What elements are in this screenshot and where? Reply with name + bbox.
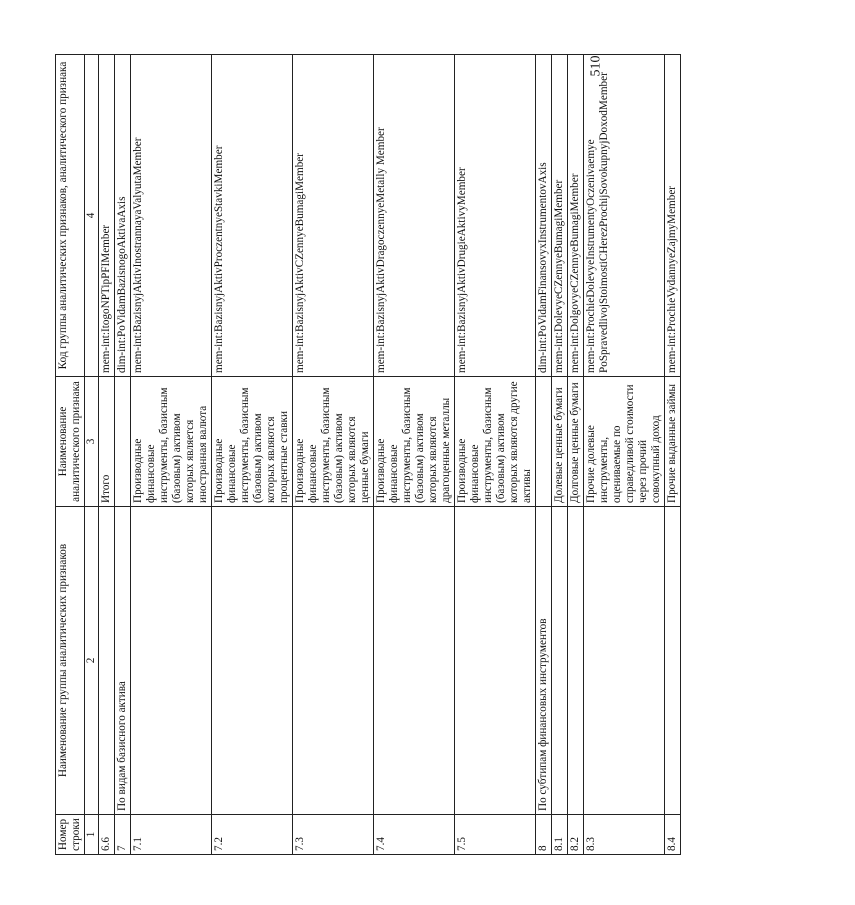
group-name-cell: По видам базисного актива	[115, 507, 131, 815]
row-number-cell: 7.2	[212, 815, 293, 855]
row-number-cell: 8.3	[584, 815, 665, 855]
feature-name-cell	[115, 377, 131, 507]
header-code: Код группы аналитических признаков, аналитического признака	[56, 55, 85, 377]
code-cell: mem-int:BazisnyjAktivDragoczennyeMetally Member	[374, 55, 455, 377]
feature-name-cell: Долговые ценные бумаги	[568, 377, 584, 507]
group-name-cell	[374, 507, 455, 815]
document-table-area	[55, 55, 855, 851]
table-row	[99, 55, 115, 855]
header-row-number: Номер строки	[56, 815, 85, 855]
row-number-cell: 8	[536, 815, 552, 855]
table-row	[455, 55, 536, 855]
code-cell: mem-int:ProchieVydannyeZajmyMember	[665, 55, 681, 377]
row-number-cell: 8.4	[665, 815, 681, 855]
code-cell: mem-int:ProchieDolevyeInstrumentyOczenivaemye PoSpravedlivojStoimostiCHerezProchijSovokupnyjDoxodMember	[584, 55, 665, 377]
analytics-table	[55, 54, 681, 855]
group-name-cell	[455, 507, 536, 815]
code-cell: mem-int:BazisnyjAktivDrugieAktivyMember	[455, 55, 536, 377]
table-row	[665, 55, 681, 855]
table-row	[131, 55, 212, 855]
group-name-cell	[293, 507, 374, 815]
group-name-cell	[568, 507, 584, 815]
table-row	[536, 55, 552, 855]
group-name-cell	[665, 507, 681, 815]
table-row	[584, 55, 665, 855]
header-feature-name: Наименование аналитического признака	[56, 377, 85, 507]
code-cell: mem-int:BazisnyjAktivProczentnyeStavkiMember	[212, 55, 293, 377]
row-number-cell: 7.5	[455, 815, 536, 855]
col-number: 1	[85, 815, 99, 855]
row-number-cell: 7.1	[131, 815, 212, 855]
code-cell: mem-int:ItogoNPTipPFIMember	[99, 55, 115, 377]
group-name-cell: По субтипам финансовых инструментов	[536, 507, 552, 815]
row-number-cell: 7.3	[293, 815, 374, 855]
code-cell: dim-int:PoVidamFinansovyxInstrumentovAxis	[536, 55, 552, 377]
group-name-cell	[99, 507, 115, 815]
code-cell: dim-int:PoVidamBazisnogoAktivaAxis	[115, 55, 131, 377]
feature-name-cell: Прочие долевые инструменты, оцениваемые по справедливой стоимости через прочий совокупный доход	[584, 377, 665, 507]
header-group-name: Наименование группы аналитических признаков	[56, 507, 85, 815]
col-number: 4	[85, 55, 99, 377]
table-row	[552, 55, 568, 855]
feature-name-cell: Производные финансовые инструменты, базисным (базовым) активом которых является иностранная валюта	[131, 377, 212, 507]
group-name-cell	[552, 507, 568, 815]
feature-name-cell: Прочие выданные займы	[665, 377, 681, 507]
row-number-cell: 7.4	[374, 815, 455, 855]
table-row	[568, 55, 584, 855]
table-row	[293, 55, 374, 855]
feature-name-cell: Производные финансовые инструменты, базисным (базовым) активом которых являются ценные бумаги	[293, 377, 374, 507]
group-name-cell	[131, 507, 212, 815]
row-number-cell: 8.2	[568, 815, 584, 855]
table-row	[212, 55, 293, 855]
group-name-cell	[212, 507, 293, 815]
code-cell: mem-int:BazisnyjAktivInostrannayaValyutaMember	[131, 55, 212, 377]
group-name-cell	[584, 507, 665, 815]
feature-name-cell: Итого	[99, 377, 115, 507]
row-number-cell: 7	[115, 815, 131, 855]
col-number: 2	[85, 507, 99, 815]
code-cell: mem-int:BazisnyjAktivCZennyeBumagiMember	[293, 55, 374, 377]
row-number-cell: 6.6	[99, 815, 115, 855]
col-number: 3	[85, 377, 99, 507]
page-number: 510	[588, 55, 604, 77]
feature-name-cell: Производные финансовые инструменты, базисным (базовым) активом которых являются процентные ставки	[212, 377, 293, 507]
feature-name-cell: Производные финансовые инструменты, базисным (базовым) активом которых являются драгоценные металлы	[374, 377, 455, 507]
code-cell: mem-int:DolgovyeCZennyeBumagiMember	[568, 55, 584, 377]
row-number-cell: 8.1	[552, 815, 568, 855]
feature-name-cell: Долевые ценные бумаги	[552, 377, 568, 507]
table-row	[374, 55, 455, 855]
table-body	[99, 55, 681, 855]
code-cell: mem-int:DolevyeCZennyeBumagiMember	[552, 55, 568, 377]
feature-name-cell: Производные финансовые инструменты, базисным (базовым) активом которых являются другие активы	[455, 377, 536, 507]
feature-name-cell	[536, 377, 552, 507]
table-row	[115, 55, 131, 855]
